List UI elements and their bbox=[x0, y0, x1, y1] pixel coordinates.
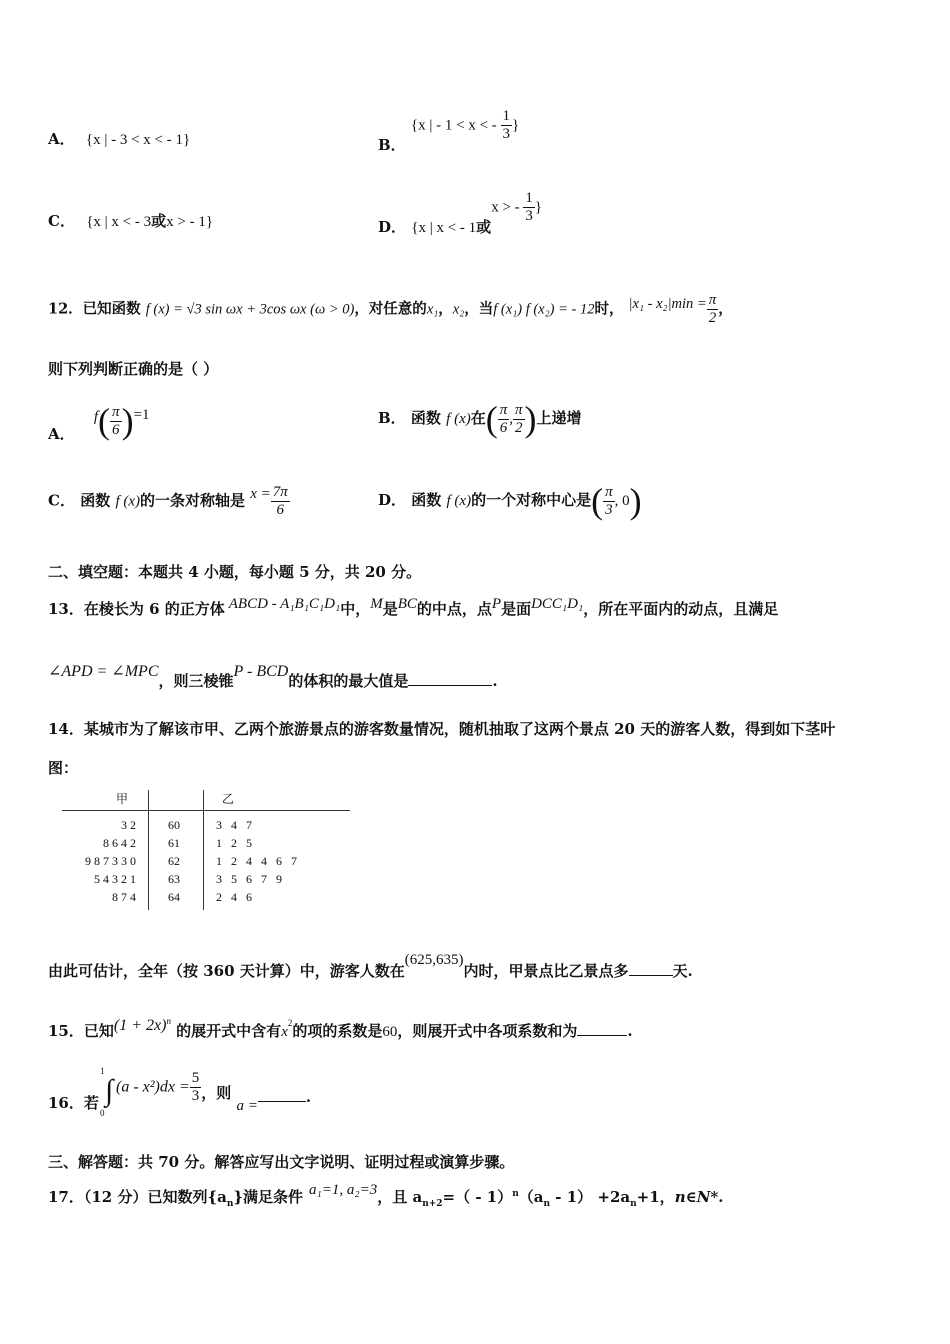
q16-integral: (a - x²)dx = $\frac{5}{3}$ ，则 a = . bbox=[116, 1070, 312, 1114]
q16-answer-blank[interactable] bbox=[258, 1087, 306, 1102]
q11-option-a: A． {x | - 3 < x < - 1} bbox=[48, 130, 191, 148]
plot-right-leaves: 2 4 6 bbox=[216, 890, 252, 904]
integral-sign: ∫ bbox=[105, 1074, 114, 1107]
q11-option-d: D． {x | x < - 1或x > - $\frac{1}{3}$ } bbox=[378, 190, 543, 236]
plot-stem: 60 bbox=[168, 818, 180, 832]
q12-option-d: D． 函数 f (x)的一个对称中心是( $\frac{\pi}{3}$ , 0) bbox=[378, 481, 642, 521]
q14-answer-blank[interactable] bbox=[629, 961, 673, 976]
q14-stem: 14．某城市为了解该市甲、乙两个旅游景点的游客数量情况，随机抽取了这两个景点 20 天的游客人数，得到如下茎叶 bbox=[48, 720, 836, 738]
q12-option-c: C． 函数 f (x)的一条对称轴是 x = $\frac{7\pi}{6}$ bbox=[48, 484, 288, 518]
q11-option-c: C． {x | x < - 3或x > - 1} bbox=[48, 212, 214, 230]
q13-stem-line2: ∠APD = ∠MPC，则三棱锥P - BCD的体积的最大值是 . bbox=[48, 663, 498, 690]
stem-leaf-plot bbox=[48, 788, 348, 912]
plot-right-leaves: 1 2 4 4 6 7 bbox=[216, 854, 297, 868]
q16-stem: 16．若 bbox=[48, 1094, 99, 1112]
plot-head-left: 甲 bbox=[116, 792, 129, 806]
q17-stem: 17．（12 分）已知数列$\{a_n\}$满足条件 a₁=1, a₂=3，且 $a_{n+2}=( - 1)^n(a_n - 1) +2a_n+1$，n∈N*. bbox=[48, 1182, 724, 1209]
q12-option-b: B． 函数 f (x)在( $\frac{\pi}{6}$ , $\frac{\pi}{2}$ )上递增 bbox=[378, 399, 582, 439]
plot-left-leaves: 8 6 4 2 bbox=[103, 836, 136, 850]
plot-header-rule bbox=[62, 810, 350, 811]
plot-stem: 61 bbox=[168, 836, 180, 850]
integral-upper-limit: 1 bbox=[100, 1066, 105, 1076]
plot-left-leaves: 8 7 4 bbox=[112, 890, 136, 904]
q12-function: f (x) = √3 sin ωx + 3cos ωx (ω > 0) bbox=[145, 301, 355, 318]
section-2-heading: 二、填空题：本题共 4 小题，每小题 5 分，共 20 分。 bbox=[48, 563, 422, 581]
plot-right-leaves: 3 4 7 bbox=[216, 818, 252, 832]
q15-stem: 15．已知$(1 + 2x)^n$ 的展开式中含有$x^2$的项的系数是60，则展开式中各项系数和为 . bbox=[48, 1016, 633, 1040]
q11-option-b: B． {x | - 1 < x < - $\frac{1}{3}$ } bbox=[378, 108, 520, 154]
plot-divider-left bbox=[148, 790, 149, 910]
plot-left-leaves: 3 2 bbox=[121, 818, 136, 832]
section-3-heading: 三、解答题：共 70 分。解答应写出文字说明、证明过程或演算步骤。 bbox=[48, 1153, 515, 1171]
q14-stem-line2: 图： bbox=[48, 759, 79, 777]
plot-right-leaves: 1 2 5 bbox=[216, 836, 252, 850]
plot-left-leaves: 5 4 3 2 1 bbox=[94, 872, 136, 886]
plot-left-leaves: 9 8 7 3 3 0 bbox=[85, 854, 136, 868]
plot-stem: 62 bbox=[168, 854, 180, 868]
plot-right-leaves: 3 5 6 7 9 bbox=[216, 872, 282, 886]
q13-answer-blank[interactable] bbox=[408, 671, 492, 686]
plot-divider-right bbox=[203, 790, 204, 910]
q12-option-a: A． f( $\frac{\pi}{6}$ )=1 bbox=[48, 401, 150, 443]
q13-stem: 13．在棱长为 6 的正方体 ABCD - A₁B₁C₁D₁中，M是BC的中点，点P是面DCC₁D₁，所在平面内的动点，且满足 bbox=[48, 596, 779, 618]
q12-question: 则下列判断正确的是（ ） bbox=[48, 360, 219, 378]
integral-lower-limit: 0 bbox=[100, 1108, 105, 1118]
plot-stem: 64 bbox=[168, 890, 180, 904]
q11-a-set: {x | - 3 < x < - 1} bbox=[85, 132, 191, 148]
plot-head-right: 乙 bbox=[222, 792, 235, 806]
q14-question: 由此可估计，全年（按 360 天计算）中，游客人数在(625,635)内时，甲景点比乙景点多 天. bbox=[48, 952, 693, 980]
plot-stem: 63 bbox=[168, 872, 180, 886]
q15-answer-blank[interactable] bbox=[577, 1021, 627, 1036]
q12-stem: 12．已知函数 f (x) = √3 sin ωx + 3cos ωx (ω > 0)，对任意的x₁，x₂，当f (x₁) f (x₂) = - 12时， |x₁ - x₂|min = $\frac{\pi}{2}$ ， bbox=[48, 292, 733, 326]
